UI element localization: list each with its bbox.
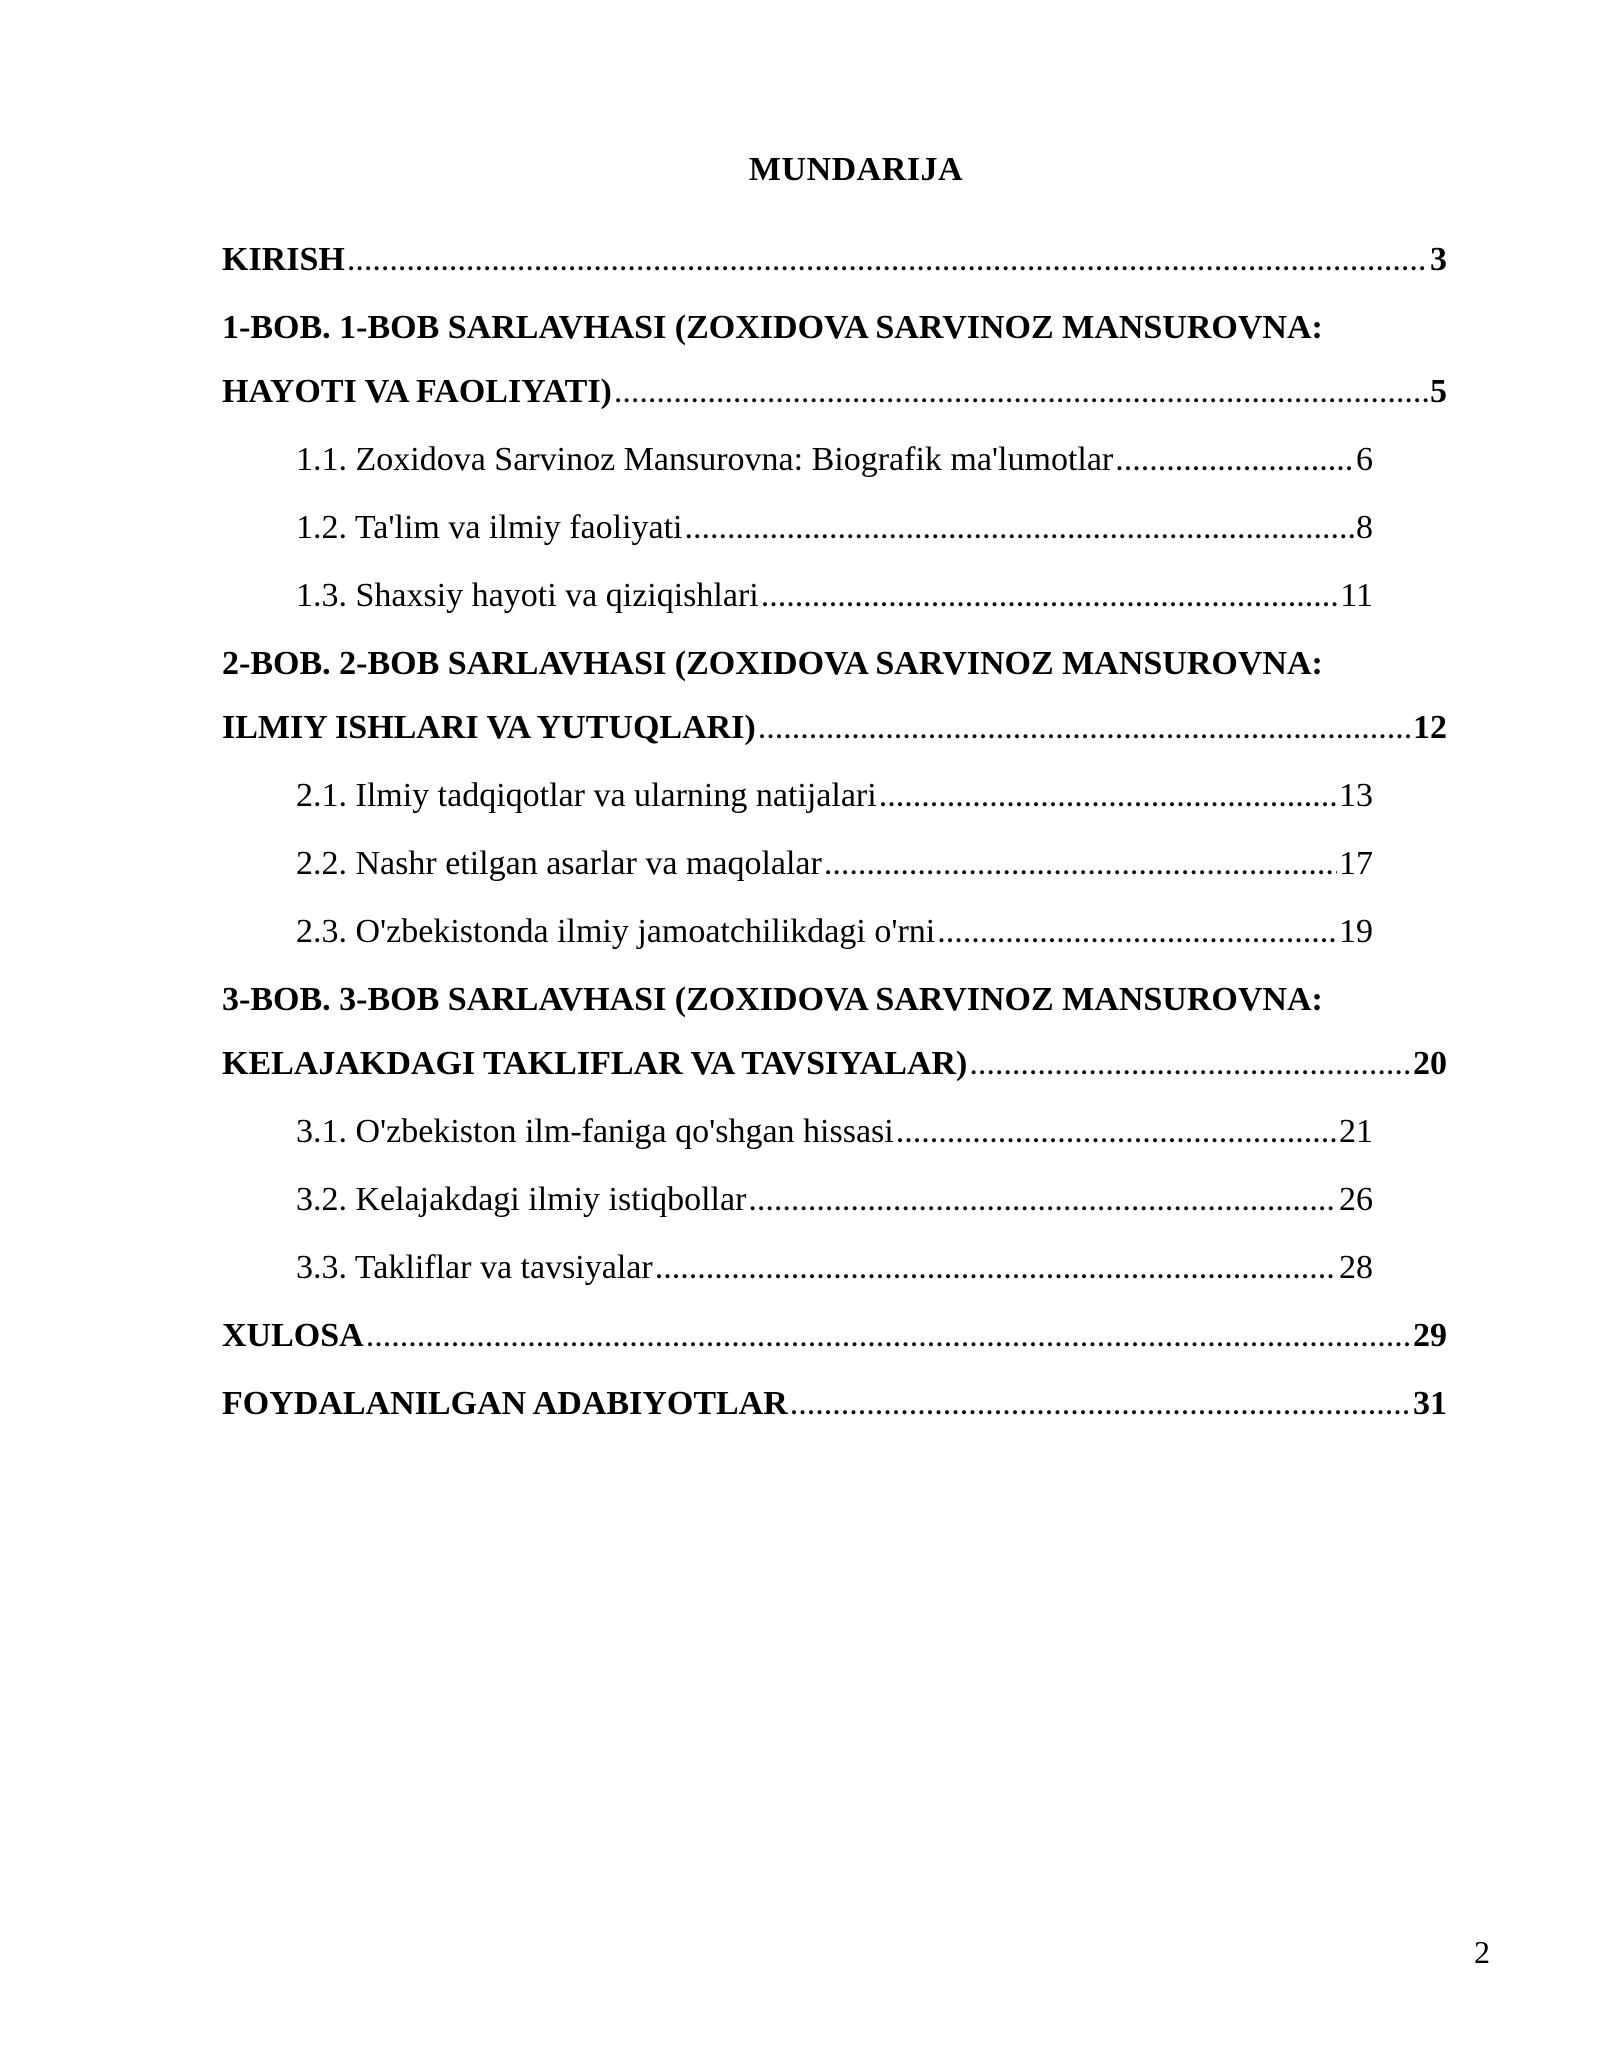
dot-leader	[790, 1384, 1411, 1424]
dot-leader	[685, 508, 1354, 548]
dot-leader	[347, 240, 1428, 280]
dot-leader	[937, 912, 1337, 952]
toc-entry-title: KIRISH	[222, 241, 345, 278]
toc-entry-page-number: 20	[1413, 1045, 1447, 1082]
toc-entry-page-number: 17	[1339, 845, 1373, 882]
toc-chapter-entry[interactable]	[222, 240, 1447, 280]
toc-entry-page-number: 6	[1356, 441, 1373, 478]
toc-entry-page-number: 31	[1413, 1385, 1447, 1422]
dot-leader	[748, 1180, 1337, 1220]
toc-entry-page-number: 19	[1339, 913, 1373, 950]
toc-entry-title: 2.3. O'zbekistonda ilmiy jamoatchilikdagi o'rni	[296, 913, 936, 950]
toc-entry-title: 3.1. O'zbekiston ilm-faniga qo'shgan hissasi	[296, 1113, 894, 1150]
toc-chapter-entry[interactable]	[222, 644, 1447, 748]
page-number: 2	[1474, 1934, 1490, 1970]
toc-entry-title: 3.3. Takliflar va tavsiyalar	[296, 1249, 653, 1286]
toc-entry-title: KELAJAKDAGI TAKLIFLAR VA TAVSIYALAR)	[222, 1045, 968, 1082]
toc-section-entry[interactable]	[296, 1248, 1373, 1288]
toc-section-entry[interactable]	[296, 576, 1373, 616]
toc-entry-row	[222, 1384, 1447, 1424]
dot-leader	[761, 576, 1339, 616]
toc-entry-page-number: 12	[1413, 709, 1447, 746]
toc-entry-page-number: 8	[1356, 509, 1373, 546]
toc-section-entry[interactable]	[296, 1112, 1373, 1152]
toc-entry-page-number: 29	[1413, 1317, 1447, 1354]
toc-entry-page-number: 26	[1339, 1181, 1373, 1218]
dot-leader	[896, 1112, 1337, 1152]
toc-entry-page-number: 3	[1430, 241, 1447, 278]
toc-entry-row	[222, 372, 1447, 412]
toc-entry-row	[222, 1044, 1447, 1084]
toc-section-entry[interactable]	[296, 508, 1373, 548]
toc-entry-title: 2.1. Ilmiy tadqiqotlar va ularning natijalari	[296, 777, 877, 814]
toc-entry-title-line: 2-BOB. 2-BOB SARLAVHASI (ZOXIDOVA SARVINOZ MANSUROVNA:	[222, 645, 1323, 682]
toc-entry-page-number: 11	[1340, 577, 1373, 614]
toc-chapter-entry[interactable]	[222, 980, 1447, 1084]
toc-section-entry[interactable]	[296, 776, 1373, 816]
dot-leader	[366, 1316, 1411, 1356]
toc-section-entry[interactable]	[296, 912, 1373, 952]
toc-entry-page-number: 21	[1339, 1113, 1373, 1150]
toc-entry-row	[296, 576, 1373, 616]
toc-entry-title: 2.2. Nashr etilgan asarlar va maqolalar	[296, 845, 822, 882]
toc-entry-row	[296, 508, 1373, 548]
toc-section-entry[interactable]	[296, 1180, 1373, 1220]
toc-entry-row	[222, 708, 1447, 748]
toc-entry-title-line: 3-BOB. 3-BOB SARLAVHASI (ZOXIDOVA SARVINOZ MANSUROVNA:	[222, 981, 1323, 1018]
toc-entry-row	[296, 1248, 1373, 1288]
toc-entry-page-number: 13	[1339, 777, 1373, 814]
toc-entry-row	[296, 1180, 1373, 1220]
toc-entry-row	[222, 240, 1447, 280]
toc-entry-row	[296, 440, 1373, 480]
toc-entry-row	[296, 1112, 1373, 1152]
toc-entry-title: FOYDALANILGAN ADABIYOTLAR	[222, 1385, 788, 1422]
toc-entry-page-number: 5	[1430, 373, 1447, 410]
toc-entry-title: 1.1. Zoxidova Sarvinoz Mansurovna: Biografik ma'lumotlar	[296, 441, 1114, 478]
toc-section-entry[interactable]	[296, 440, 1373, 480]
dot-leader	[824, 844, 1337, 884]
toc-entry-page-number: 28	[1339, 1249, 1373, 1286]
toc-entry-title: XULOSA	[222, 1317, 364, 1354]
toc-chapter-entry[interactable]	[222, 1384, 1447, 1424]
toc-entry-title: 1.2. Ta'lim va ilmiy faoliyati	[296, 509, 683, 546]
toc-entry-row	[296, 844, 1373, 884]
toc-entry-row	[222, 1316, 1447, 1356]
dot-leader	[614, 372, 1428, 412]
toc-entry-title: 1.3. Shaxsiy hayoti va qiziqishlari	[296, 577, 759, 614]
toc-entry-title-line: 1-BOB. 1-BOB SARLAVHASI (ZOXIDOVA SARVINOZ MANSUROVNA:	[222, 309, 1323, 346]
toc-entry-title: ILMIY ISHLARI VA YUTUQLARI)	[222, 709, 756, 746]
toc-chapter-entry[interactable]	[222, 308, 1447, 412]
toc-entry-title: HAYOTI VA FAOLIYATI)	[222, 373, 612, 410]
dot-leader	[969, 1044, 1411, 1084]
dot-leader	[758, 708, 1411, 748]
toc-title: MUNDARIJA	[748, 151, 964, 188]
dot-leader	[1115, 440, 1354, 480]
toc-entry-row	[296, 912, 1373, 952]
toc-section-entry[interactable]	[296, 844, 1373, 884]
dot-leader	[655, 1248, 1337, 1288]
table-of-contents	[222, 240, 1447, 1452]
toc-chapter-entry[interactable]	[222, 1316, 1447, 1356]
toc-entry-row	[296, 776, 1373, 816]
toc-entry-title: 3.2. Kelajakdagi ilmiy istiqbollar	[296, 1181, 747, 1218]
dot-leader	[879, 776, 1337, 816]
